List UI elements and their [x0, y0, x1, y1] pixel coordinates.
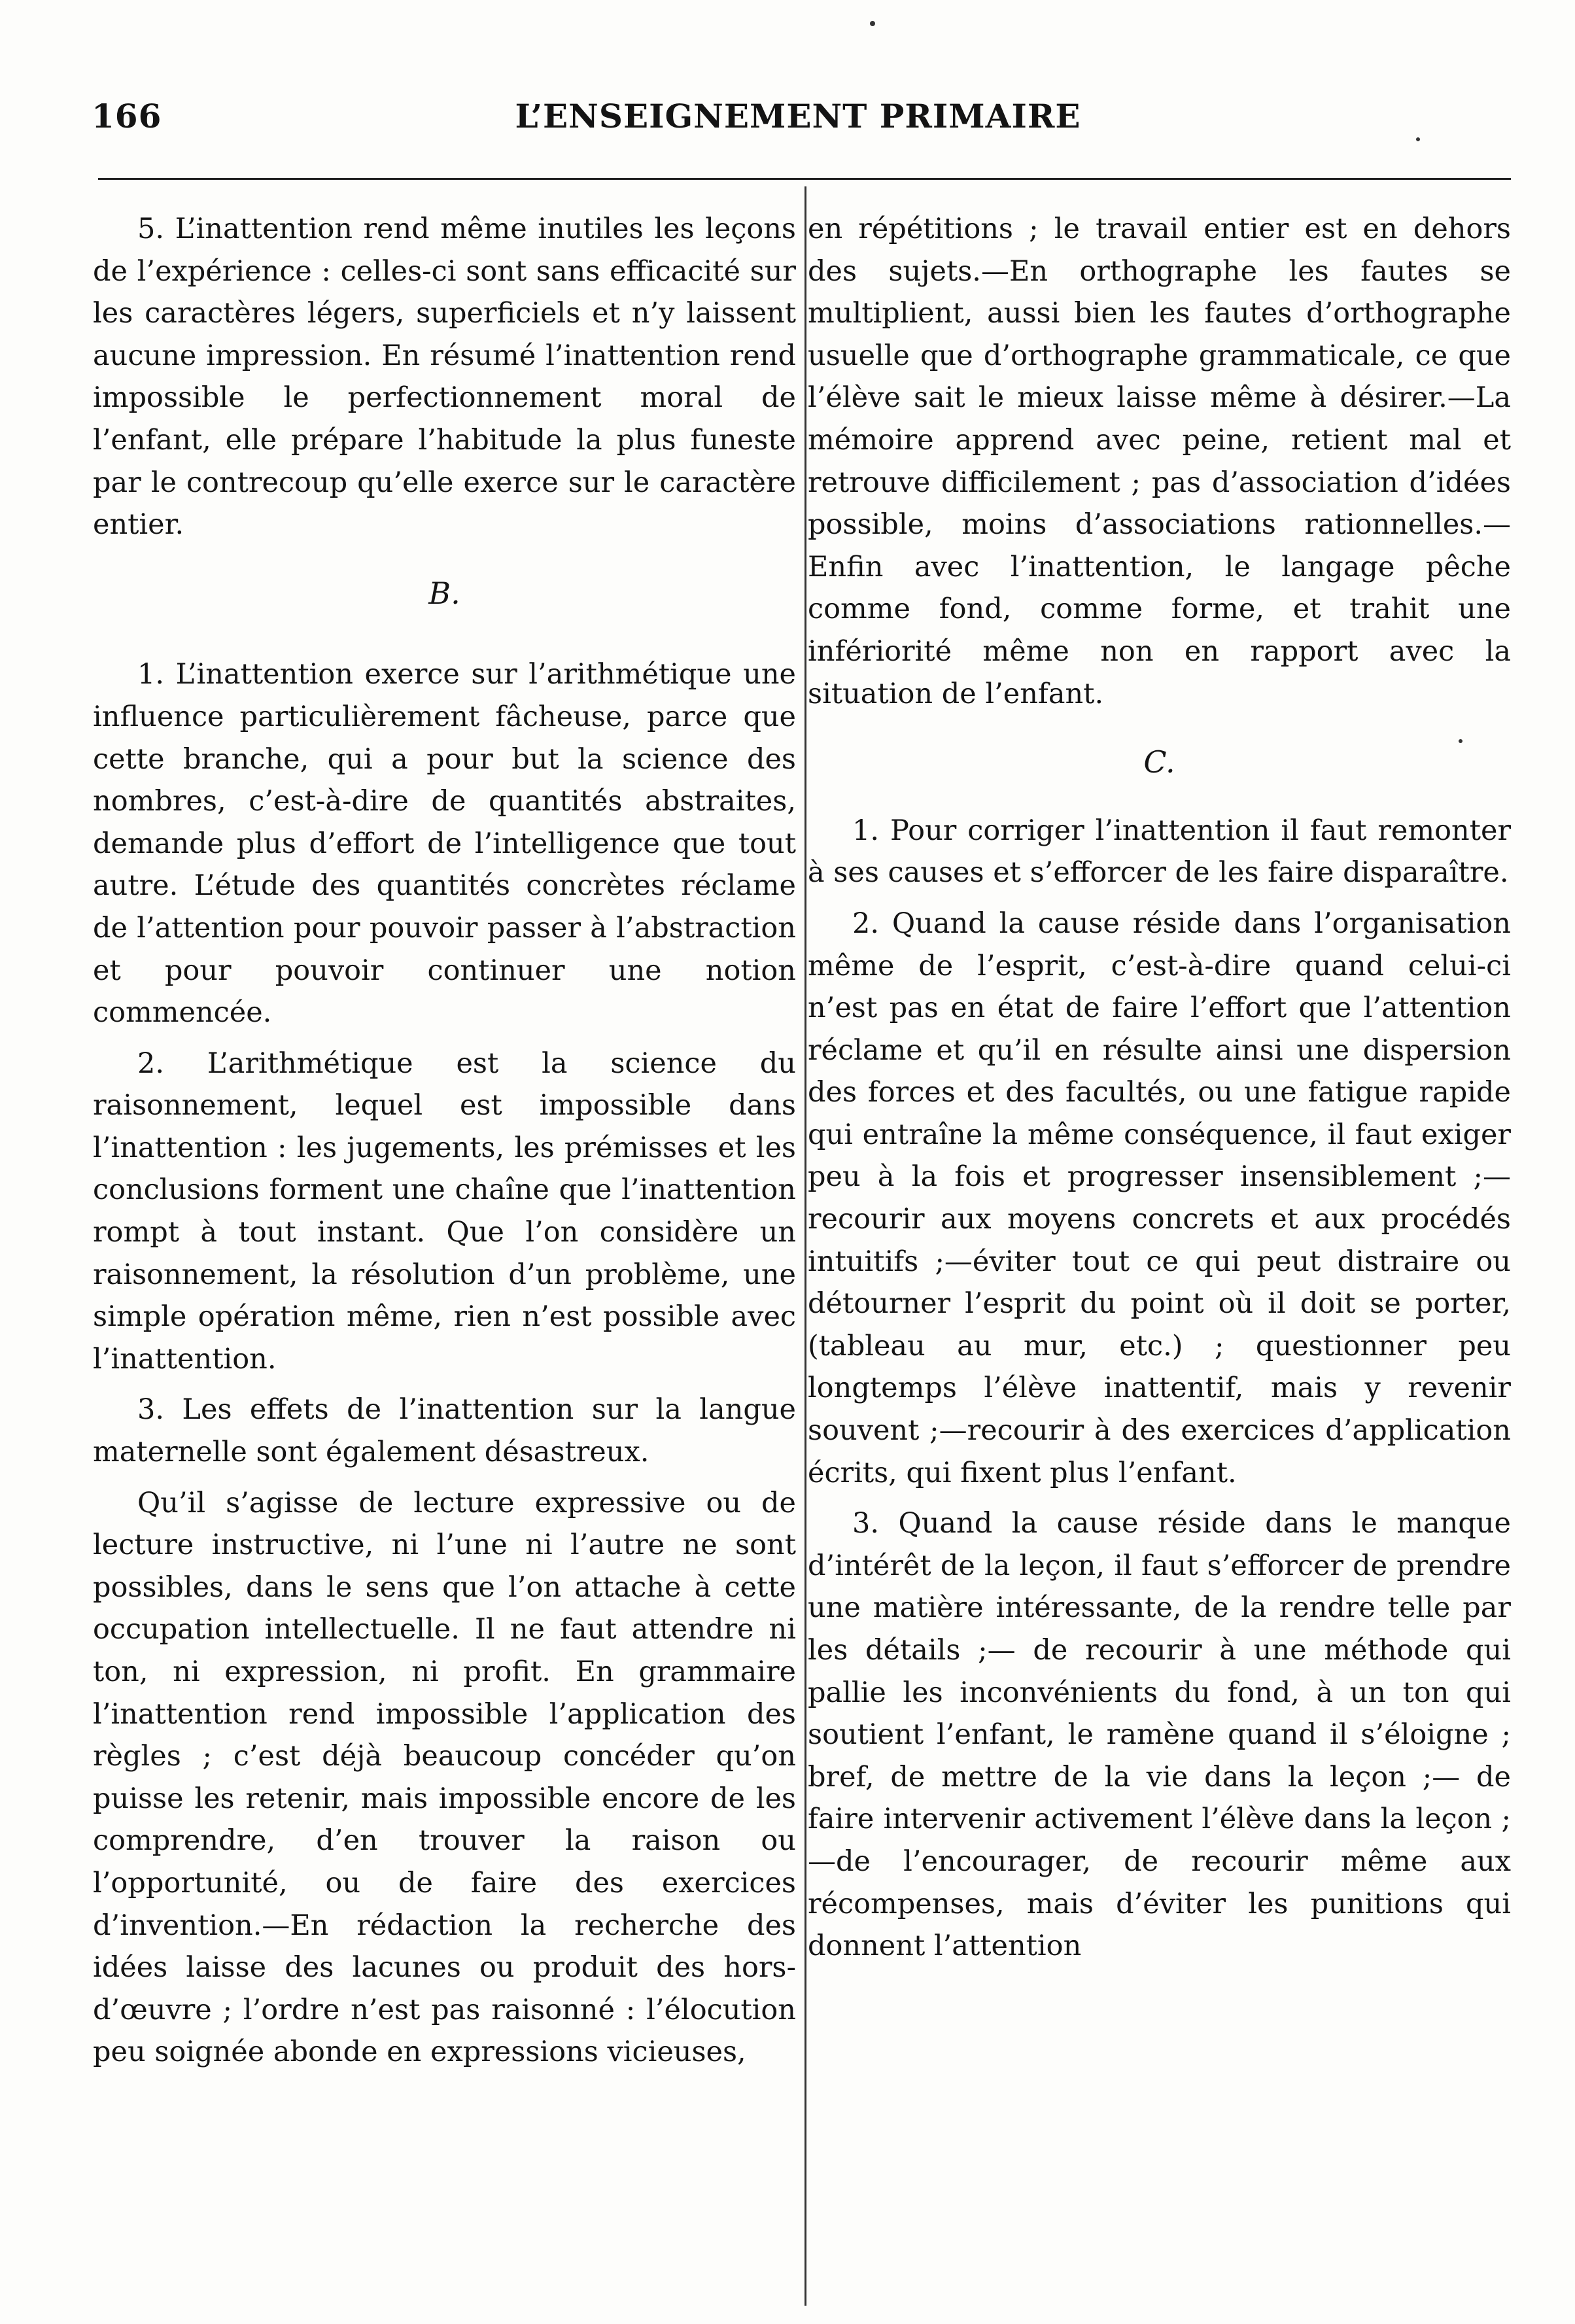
page-header [85, 97, 1511, 149]
paragraph: 2. Quand la cause réside dans l’organisation même de l’esprit, c’est-à-dire quand celui-ci n’est pas en état de faire l’effort que l’attention réclame et qu’il en résulte ainsi une dispersion des forces et des facultés, ou une fatigue rapide qui entraîne la même conséquence, il faut exiger peu à la fois et progresser insensiblement ;—recourir aux moyens concrets et aux procédés intuitifs ;—éviter tout ce qui peut distraire ou détourner l’esprit du point où il doit se porter, (tableau au mur, etc.) ; questionner peu longtemps l’élève inattentif, mais y revenir souvent ;—recourir à des exercices d’application écrits, qui fixent plus l’enfant. [808, 907, 1511, 1489]
section-heading-b: B. [428, 575, 460, 611]
paragraph: 2. L’arithmétique est la science du raisonnement, lequel est impossible dans l’inattention : les jugements, les prémisses et les conclusions forment une chaîne que l’inattention rompt à tout instant. Que l’on considère un raisonnement, la résolution d’un problème, une simple opération même, rien n’est possible avec l’inattention. [93, 1047, 796, 1376]
left-column [93, 208, 796, 2073]
column-divider [805, 186, 806, 2306]
section-heading-c: C. [1143, 744, 1175, 780]
print-speck [1416, 137, 1420, 141]
paragraph: 3. Les effets de l’inattention sur la langue maternelle sont également désastreux. [93, 1393, 796, 1469]
header-rule [98, 178, 1511, 180]
paragraph: 1. Pour corriger l’inattention il faut remonter à ses causes et s’efforcer de les faire disparaître. [808, 814, 1511, 890]
paragraph: 3. Quand la cause réside dans le manque d’intérêt de la leçon, il faut s’efforcer de prendre une matière intéressante, de la rendre telle par les détails ;— de recourir à une méthode qui pallie les inconvénients du fond, à un ton qui soutient l’enfant, le ramène quand il s’éloigne ; bref, de mettre de la vie dans la leçon ;— de faire intervenir activement l’élève dans la leçon ;—de l’encourager, de recourir même aux récompenses, mais d’éviter les punitions qui donnent l’attention [808, 1507, 1511, 1963]
running-title: L’ENSEIGNEMENT PRIMAIRE [515, 97, 1081, 135]
paragraph: 1. L’inattention exerce sur l’arithmétique une influence particulièrement fâcheuse, parce que cette branche, qui a pour but la science des nombres, c’est-à-dire de quantités abstraites, demande plus d’effort de l’intelligence que tout autre. L’étude des quantités concrètes réclame de l’attention pour pouvoir passer à l’abstraction et pour pouvoir continuer une notion commencée. [93, 658, 796, 1030]
paragraph: Qu’il s’agisse de lecture expressive ou de lecture instructive, ni l’une ni l’autre ne sont possibles, dans le sens que l’on attache à cette occupation intellectuelle. Il ne faut attendre ni ton, ni expression, ni profit. En grammaire l’inattention rend impossible l’application des règles ; c’est déjà beaucoup concéder qu’on puisse les retenir, mais impossible encore de les comprendre, d’en trouver la raison ou l’opportunité, ou de faire des exercices d’invention.—En rédaction la recherche des idées laisse des lacunes ou produit des hors-d’œuvre ; l’ordre n’est pas raisonné : l’élocution peu soignée abonde en expressions vicieuses, [93, 1486, 796, 2069]
page-number: 166 [92, 97, 162, 135]
print-speck [870, 21, 875, 26]
paragraph: 5. L’inattention rend même inutiles les leçons de l’expérience : celles-ci sont sans efficacité sur les caractères légers, superficiels et n’y laissent aucune impression. En résumé l’inattention rend impossible le perfectionnement moral de l’enfant, elle prépare l’habitude la plus funeste par le contrecoup qu’elle exerce sur le caractère entier. [93, 213, 796, 542]
print-speck [1459, 739, 1463, 743]
right-column [808, 208, 1511, 1968]
paragraph: en répétitions ; le travail entier est en dehors des sujets.—En orthographe les fautes se multiplient, aussi bien les fautes d’orthographe usuelle que d’orthographe grammaticale, ce que l’élève sait le mieux laisse même à désirer.—La mémoire apprend avec peine, retient mal et retrouve difficilement ; pas d’association d’idées possible, moins d’associations rationnelles.—Enfin avec l’inattention, le langage pêche comme fond, comme forme, et trahit une infériorité même non en rapport avec la situation de l’enfant. [808, 213, 1511, 710]
